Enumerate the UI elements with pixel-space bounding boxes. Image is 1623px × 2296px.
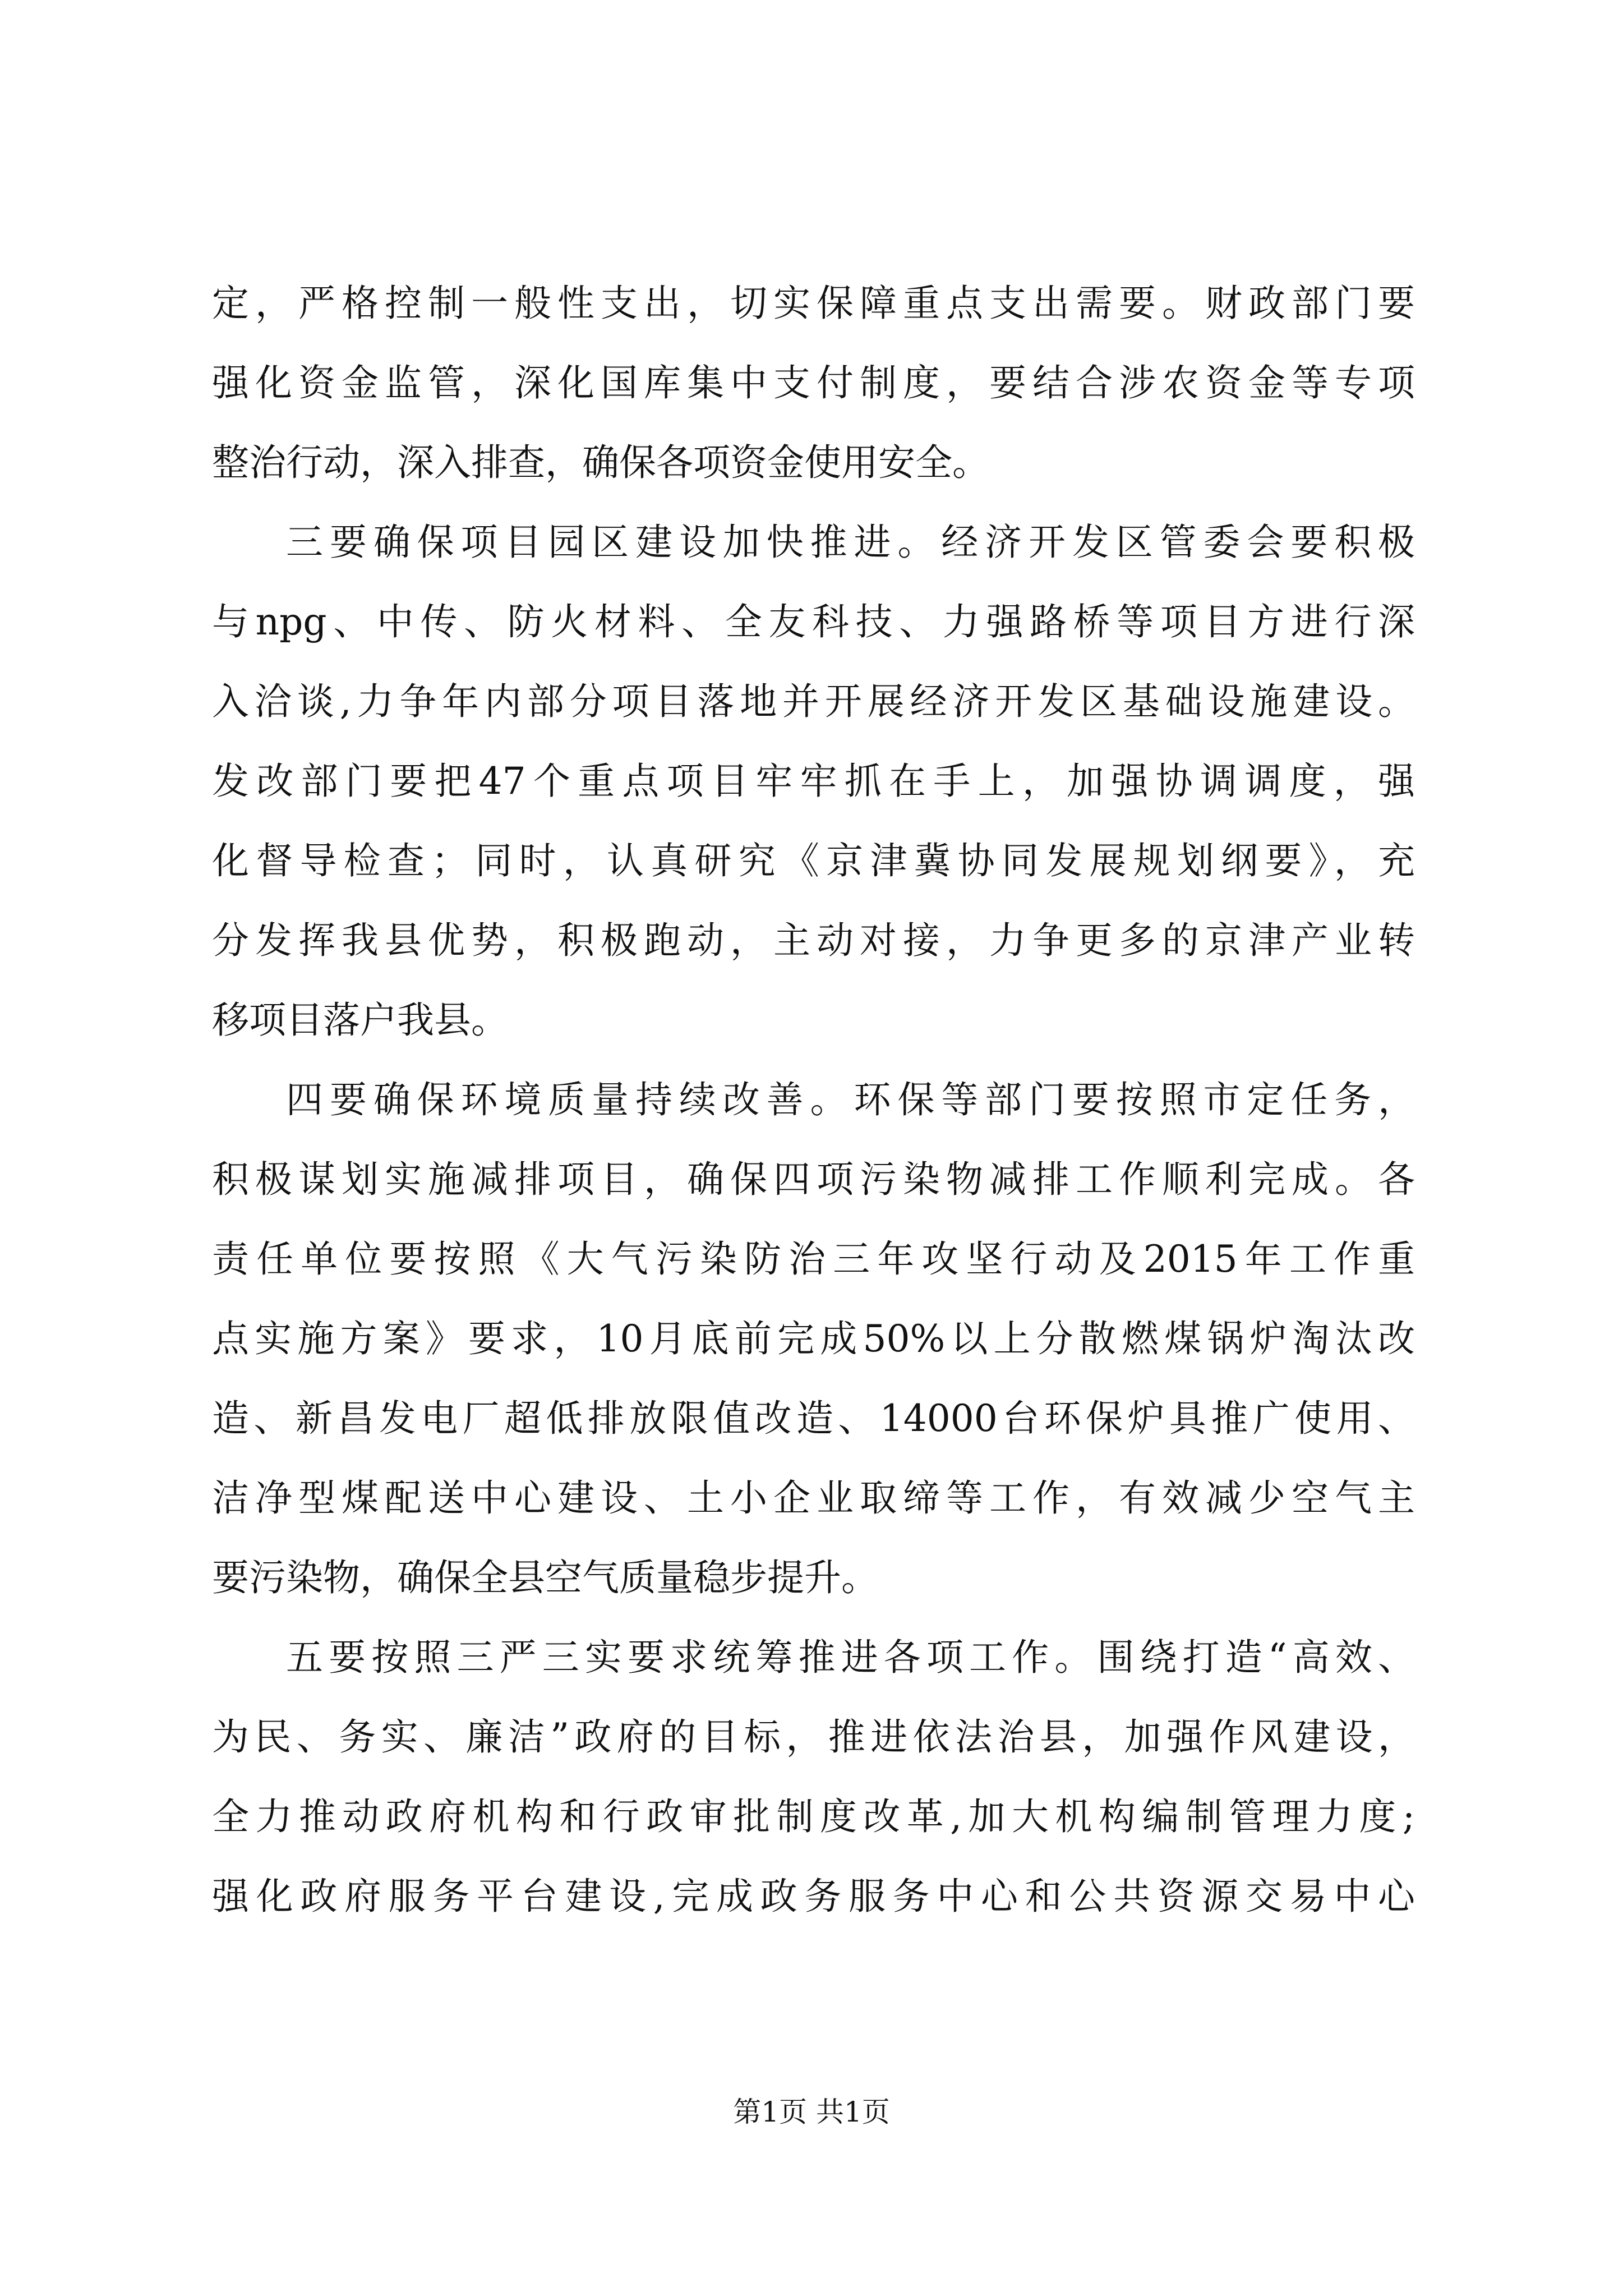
text-line: 全力推动政府机构和行政审批制度改革,加大机构编制管理力度; [212, 1795, 1415, 1838]
paragraph-environment [212, 1060, 1415, 1618]
paragraph-three-stricts [212, 1618, 1415, 1936]
text-line: 强化政府服务平台建设,完成政务服务中心和公共资源交易中心 [212, 1875, 1415, 1918]
text-line: 入洽谈,力争年内部分项目落地并开展经济开发区基础设施建设。 [212, 680, 1415, 723]
text-line: 定，严格控制一般性支出，切实保障重点支出需要。财政部门要 [212, 282, 1415, 325]
text-line: 三要确保项目园区建设加快推进。经济开发区管委会要积极 [286, 521, 1415, 564]
text-line: 强化资金监管，深化国库集中支付制度，要结合涉农资金等专项 [212, 361, 1415, 404]
paragraph-project-parks [212, 503, 1415, 1060]
document-body [212, 264, 1415, 1936]
text-line: 移项目落户我县。 [212, 999, 508, 1042]
text-line: 责任单位要按照《大气污染防治三年攻坚行动及2015年工作重 [212, 1237, 1415, 1281]
text-line: 造、新昌发电厂超低排放限值改造、14000台环保炉具推广使用、 [212, 1397, 1415, 1440]
text-line: 与npg、中传、防火材料、全友科技、力强路桥等项目方进行深 [212, 600, 1415, 643]
text-line: 要污染物，确保全县空气质量稳步提升。 [212, 1556, 878, 1599]
text-line: 为民、务实、廉洁”政府的目标，推进依法治县，加强作风建设， [212, 1715, 1415, 1759]
text-line: 五要按照三严三实要求统筹推进各项工作。围绕打造“高效、 [286, 1636, 1415, 1679]
text-line: 发改部门要把47个重点项目牢牢抓在手上，加强协调调度，强 [212, 760, 1415, 803]
text-line: 分发挥我县优势，积极跑动，主动对接，力争更多的京津产业转 [212, 919, 1415, 962]
text-line: 积极谋划实施减排项目，确保四项污染物减排工作顺利完成。各 [212, 1158, 1415, 1201]
text-line: 四要确保环境质量持续改善。环保等部门要按照市定任务， [286, 1078, 1415, 1121]
text-line: 点实施方案》要求，10月底前完成50%以上分散燃煤锅炉淘汰改 [212, 1317, 1415, 1360]
text-line: 化督导检查；同时，认真研究《京津冀协同发展规划纲要》，充 [212, 839, 1415, 882]
text-line: 整治行动，深入排查，确保各项资金使用安全。 [212, 441, 989, 484]
page-footer [0, 2095, 1623, 2129]
page-number-label: 第1页 共1页 [733, 2096, 890, 2128]
text-line: 洁净型煤配送中心建设、土小企业取缔等工作，有效减少空气主 [212, 1476, 1415, 1520]
paragraph-continuation [212, 264, 1415, 503]
